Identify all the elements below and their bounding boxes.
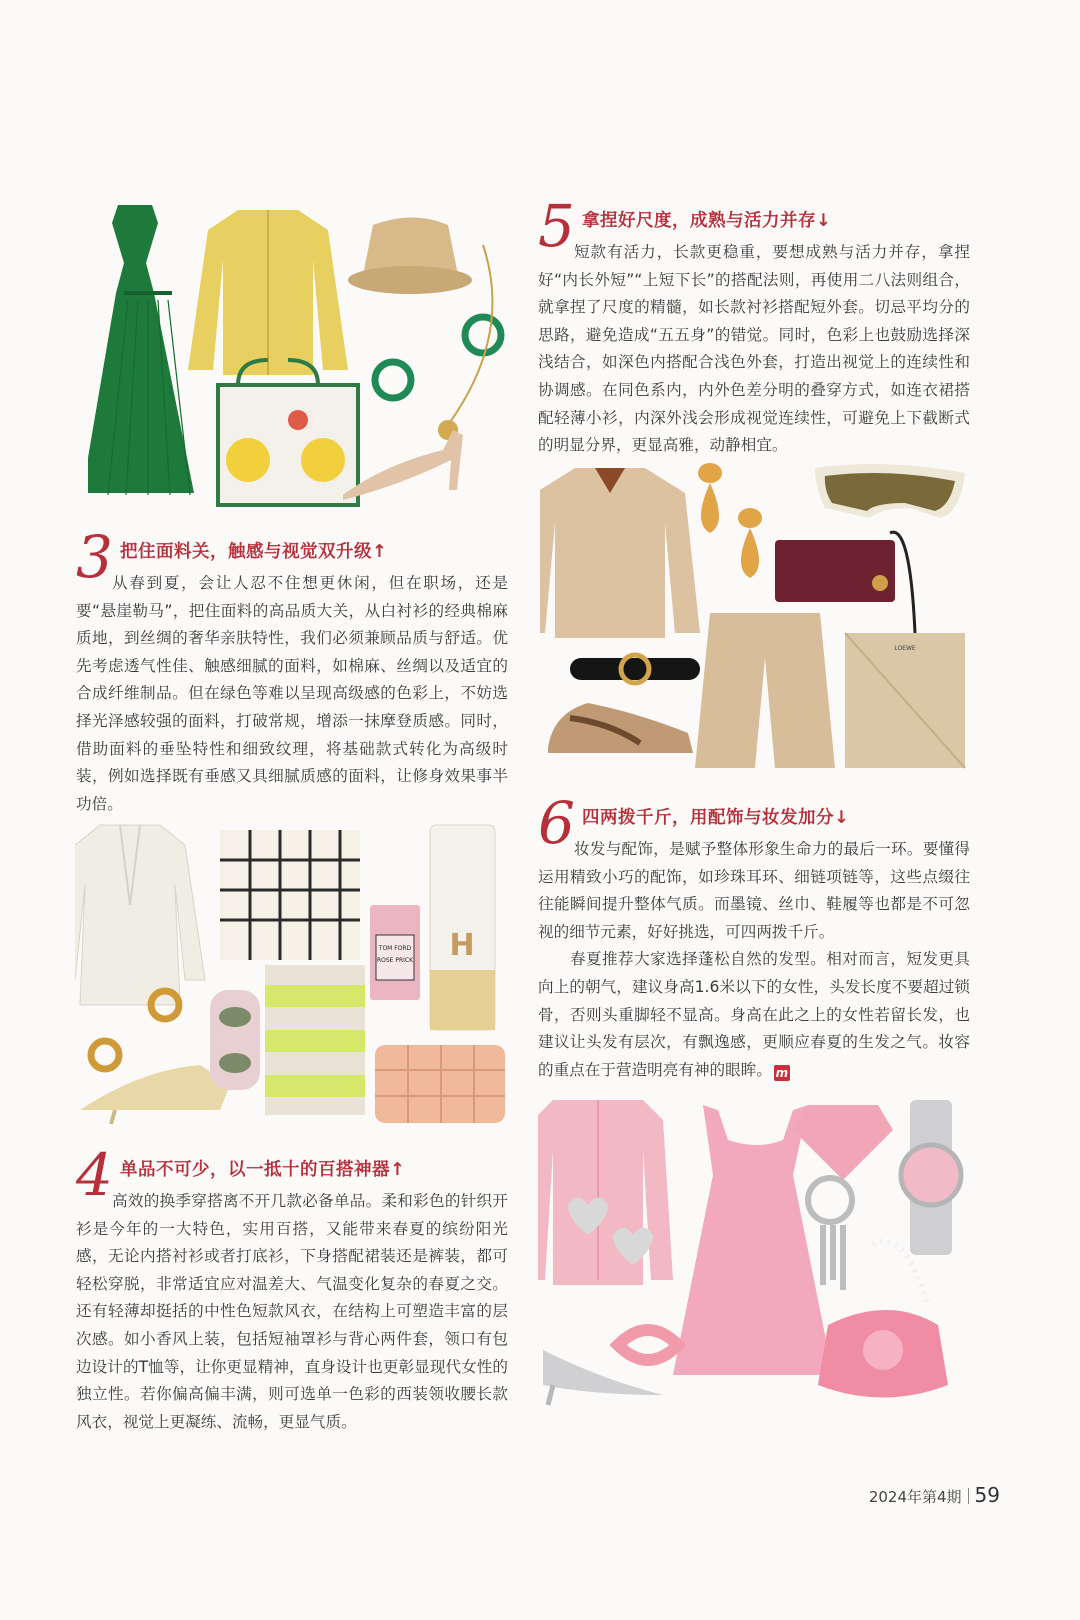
section-body: 高效的换季穿搭离不开几款必备单品。柔和彩色的针织开衫是今年的一大特色，实用百搭，又能带来春夏的缤纷阳光感，无论内搭衬衫或者打底衫，下身搭配裙装还是裤装，都可轻松穿脱，非常适宜应对温差大、气温变化复杂的春夏之交。还有轻薄却挺括的中性色短款风衣，在结构上可塑造丰富的层次感。如小香风上装，包括短袖罩衫与背心两件套，领口有包边设计的T恤等，让你更显精神，直身设计也更彰显现代女性的独立性。若你偏高偏丰满，则可选单一色彩的西装领收腰长款风衣，视觉上更凝练、流畅，更显气质。 xyxy=(76,1192,508,1431)
section-6 xyxy=(538,789,970,1084)
woven-bag-image xyxy=(375,1045,505,1123)
spring-fashion-collage-green xyxy=(88,205,508,510)
pink-crystal-image xyxy=(793,1105,893,1180)
checked-knit-top-image xyxy=(220,830,360,960)
section-body: 短款有活力，长款更稳重，要想成熟与活力并存，拿捏好“内长外短”“上短下长”的搭配法则，再使用二八法则组合，就拿捏了尺度的精髓，如长款衬衫搭配短外套。切忌平均分的思路，避免造成“五五身”的错觉。同时，色彩上也鼓励选择深浅结合，如深色内搭配合浅色外套，打造出视觉上的连续性和协调感。在同色系内，内外色差分明的叠穿方式，如连衣裙搭配轻薄小衫，内深外浅会形成视觉连续性，可避免上下截断式的明显分界，更显高雅，动静相宜。 xyxy=(538,243,970,455)
sunglasses-image xyxy=(815,464,965,518)
pink-hair-claw-image xyxy=(618,1330,678,1360)
beige-shorts-image xyxy=(695,613,835,768)
magazine-end-mark: m xyxy=(775,1065,789,1080)
pink-tweed-jacket-image xyxy=(538,1100,673,1285)
silver-watch-image xyxy=(901,1100,961,1255)
butter-mule-image xyxy=(80,1065,230,1124)
perfume-brand-label: TOM FORD xyxy=(378,945,412,952)
nude-mule-image xyxy=(343,430,463,500)
foundation-tube-image xyxy=(430,825,495,1030)
section-title: 把住面料关，触感与视觉双升级↑ xyxy=(120,542,388,562)
spring-fashion-collage-beige xyxy=(540,458,970,773)
logo-earring-image xyxy=(808,1178,852,1290)
straw-hat-image xyxy=(348,218,472,295)
striped-skirt-image xyxy=(265,965,365,1115)
white-cardigan-image xyxy=(75,825,205,1005)
section-title: 四两拨千斤，用配饰与妆发加分↓ xyxy=(582,808,850,828)
section-number: 6 xyxy=(538,789,575,857)
burgundy-wallet-image xyxy=(775,540,895,602)
green-dress-image xyxy=(88,205,194,495)
section-number: 3 xyxy=(76,523,113,591)
beige-polo-sweater-image xyxy=(540,468,700,638)
retro-sneaker-image xyxy=(548,703,693,753)
spring-fashion-collage-neutral xyxy=(75,820,510,1125)
perfume-name-label: ROSE PRICK xyxy=(376,957,414,964)
section-title: 拿捏好尺度，成熟与活力并存↓ xyxy=(582,211,832,231)
spring-fashion-collage-pink xyxy=(538,1095,973,1415)
tote-brand-label: LOEWE xyxy=(894,645,916,652)
section-5 xyxy=(538,192,970,460)
section-number: 5 xyxy=(538,192,575,260)
compact-image xyxy=(210,990,260,1090)
floral-tote-image xyxy=(218,360,358,505)
issue-label: 2024年第4期 xyxy=(868,1488,962,1506)
green-earrings-image xyxy=(375,317,501,398)
page-number: 59 xyxy=(974,1483,1000,1507)
section-body-1: 妆发与配饰，是赋予整体形象生命力的最后一环。要懂得运用精致小巧的配饰，如珍珠耳环、细链项链等，这些点缀往往能瞬间提升整体气质。而墨镜、丝巾、鞋履等也都是不可忽视的细节元素，好好挑选，可四两拨千斤。 xyxy=(538,840,970,941)
section-title: 单品不可少，以一抵十的百搭神器↑ xyxy=(120,1160,406,1180)
page-footer xyxy=(869,1483,1000,1507)
footer-divider xyxy=(968,1488,969,1504)
section-number: 4 xyxy=(76,1141,113,1209)
section-body: 从春到夏，会让人忍不住想更休闲，但在职场，还是要“悬崖勒马”，把住面料的高品质大关，从白衬衫的经典棉麻质地，到丝绸的奢华亲肤特性，我们必须兼顾品质与舒适。优先考虑透气性佳、触感细腻的面料，如棉麻、丝绸以及适宜的合成纤维制品。但在绿色等难以呈现高级感的色彩上，不妨选择光泽感较强的面料，打破常规，增添一抹摩登质感。同时，借助面料的垂坠特性和细致纹理，将基础款式转化为高级时装，例如选择既有垂感又具细腻质感的面料，让修身效果事半功倍。 xyxy=(76,574,508,813)
section-3 xyxy=(76,523,508,818)
pink-rose-bag-image xyxy=(818,1241,948,1398)
section-4 xyxy=(76,1141,508,1436)
black-belt-image xyxy=(570,655,700,683)
foundation-letter: H xyxy=(449,928,475,963)
gold-drop-earrings-image xyxy=(698,463,762,578)
section-body-2: 春夏推荐大家选择蓬松自然的发型。相对而言，短发更具向上的朝气，建议身高1.6米以下的女性，头发长度不要超过锁骨，否则头重脚轻不显高。身高在此之上的女性若留长发，也建议让头发有层次，有飘逸感，更顺应春夏的生发之气。妆容的重点在于营造明亮有神的眼眸。 m xyxy=(538,950,970,1080)
perfume-bottle-image xyxy=(370,905,420,1000)
yellow-cardigan-image xyxy=(188,210,348,375)
